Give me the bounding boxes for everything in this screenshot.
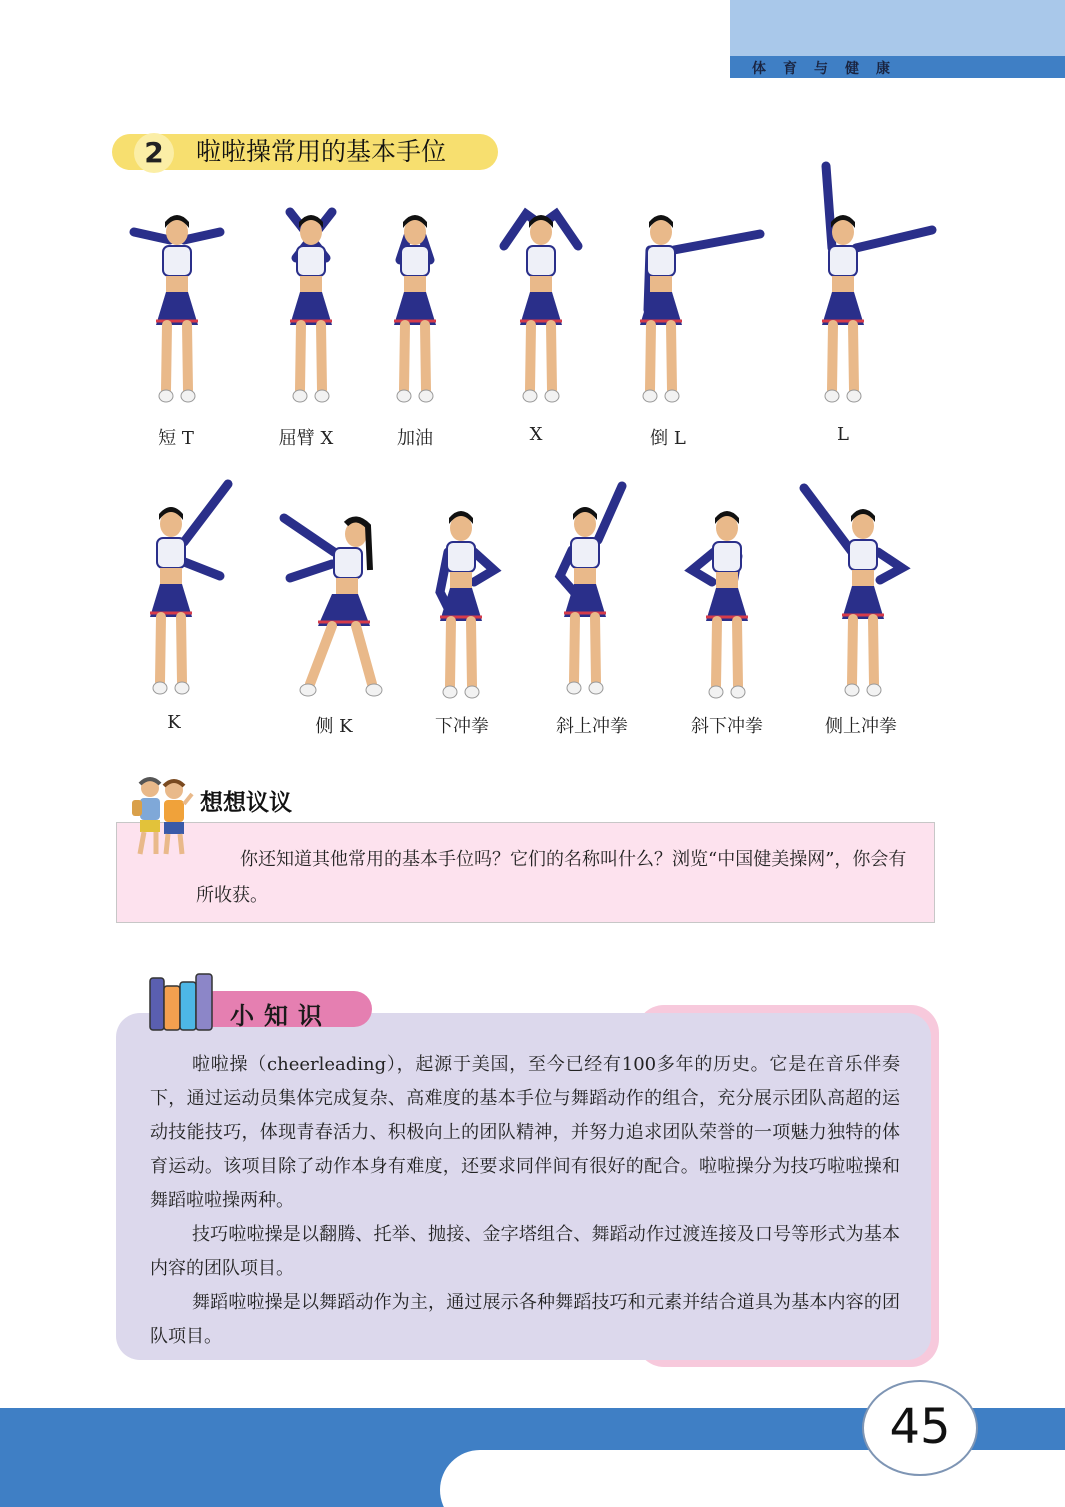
knowledge-title: 小知识 bbox=[230, 1002, 332, 1030]
caption-bent-arm-x: 屈臂 X bbox=[278, 428, 334, 449]
caption-short-t: 短 T bbox=[158, 428, 194, 449]
figure-x bbox=[490, 200, 592, 415]
caption-diagonal-low-punch: 斜下冲拳 bbox=[691, 716, 763, 737]
knowledge-paragraph: 啦啦操（cheerleading），起源于美国，至今已经有100多年的历史。它是在音乐伴奏下，通过运动员集体完成复杂、高难度的基本手位与舞蹈动作的组合，充分展示团队高超的运动技能技巧，体现青春活力、积极向上的团队精神，并努力追求团队荣誉的一项魅力独特的体育运动。该项目除了动作本身有难度，还要求同伴间有很好的配合。啦啦操分为技巧啦啦操和舞蹈啦啦操两种。 bbox=[150, 1054, 900, 1211]
caption-l: L bbox=[837, 424, 849, 445]
caption-x: X bbox=[529, 424, 543, 445]
figure-side-k bbox=[276, 500, 396, 705]
book-title: 体育与健康 bbox=[752, 61, 907, 77]
figure-diagonal-low-punch bbox=[676, 496, 778, 711]
knowledge-paragraph: 舞蹈啦啦操是以舞蹈动作为主，通过展示各种舞蹈技巧和元素并结合道具为基本内容的团队项目。 bbox=[150, 1292, 900, 1347]
figure-cheer bbox=[364, 200, 466, 415]
caption-diagonal-high-punch: 斜上冲拳 bbox=[556, 716, 628, 737]
books-icon bbox=[148, 972, 218, 1036]
kids-illustration bbox=[126, 774, 196, 864]
figure-side-high-punch bbox=[796, 480, 916, 705]
think-text: 你还知道其他常用的基本手位吗？它们的名称叫什么？浏览“中国健美操网”，你会有所收获。 bbox=[196, 849, 907, 906]
caption-inverted-l: 倒 L bbox=[650, 428, 686, 449]
knowledge-text bbox=[150, 1048, 900, 1354]
header-light-band bbox=[730, 0, 1065, 56]
figure-short-t bbox=[126, 200, 228, 415]
caption-low-punch: 下冲拳 bbox=[435, 716, 489, 737]
figure-diagonal-high-punch bbox=[534, 478, 654, 703]
section-number: 2 bbox=[134, 133, 174, 173]
think-title: 想想议议 bbox=[200, 790, 292, 816]
figure-l bbox=[792, 160, 942, 415]
footer-white-tab bbox=[440, 1450, 1065, 1507]
figure-k bbox=[120, 478, 240, 703]
caption-cheer: 加油 bbox=[397, 428, 433, 449]
knowledge-paragraph: 技巧啦啦操是以翻腾、托举、抛接、金字塔组合、舞蹈动作过渡连接及口号等形式为基本内容的团队项目。 bbox=[150, 1224, 900, 1279]
figure-low-punch bbox=[410, 496, 512, 711]
figure-bent-arm-x bbox=[260, 200, 362, 415]
figure-inverted-l bbox=[610, 200, 770, 415]
caption-k: K bbox=[167, 712, 181, 733]
caption-side-high-punch: 侧上冲拳 bbox=[825, 716, 897, 737]
section-title: 啦啦操常用的基本手位 bbox=[196, 137, 447, 166]
caption-side-k: 侧 K bbox=[315, 716, 353, 737]
page-number: 45 bbox=[889, 1399, 951, 1455]
